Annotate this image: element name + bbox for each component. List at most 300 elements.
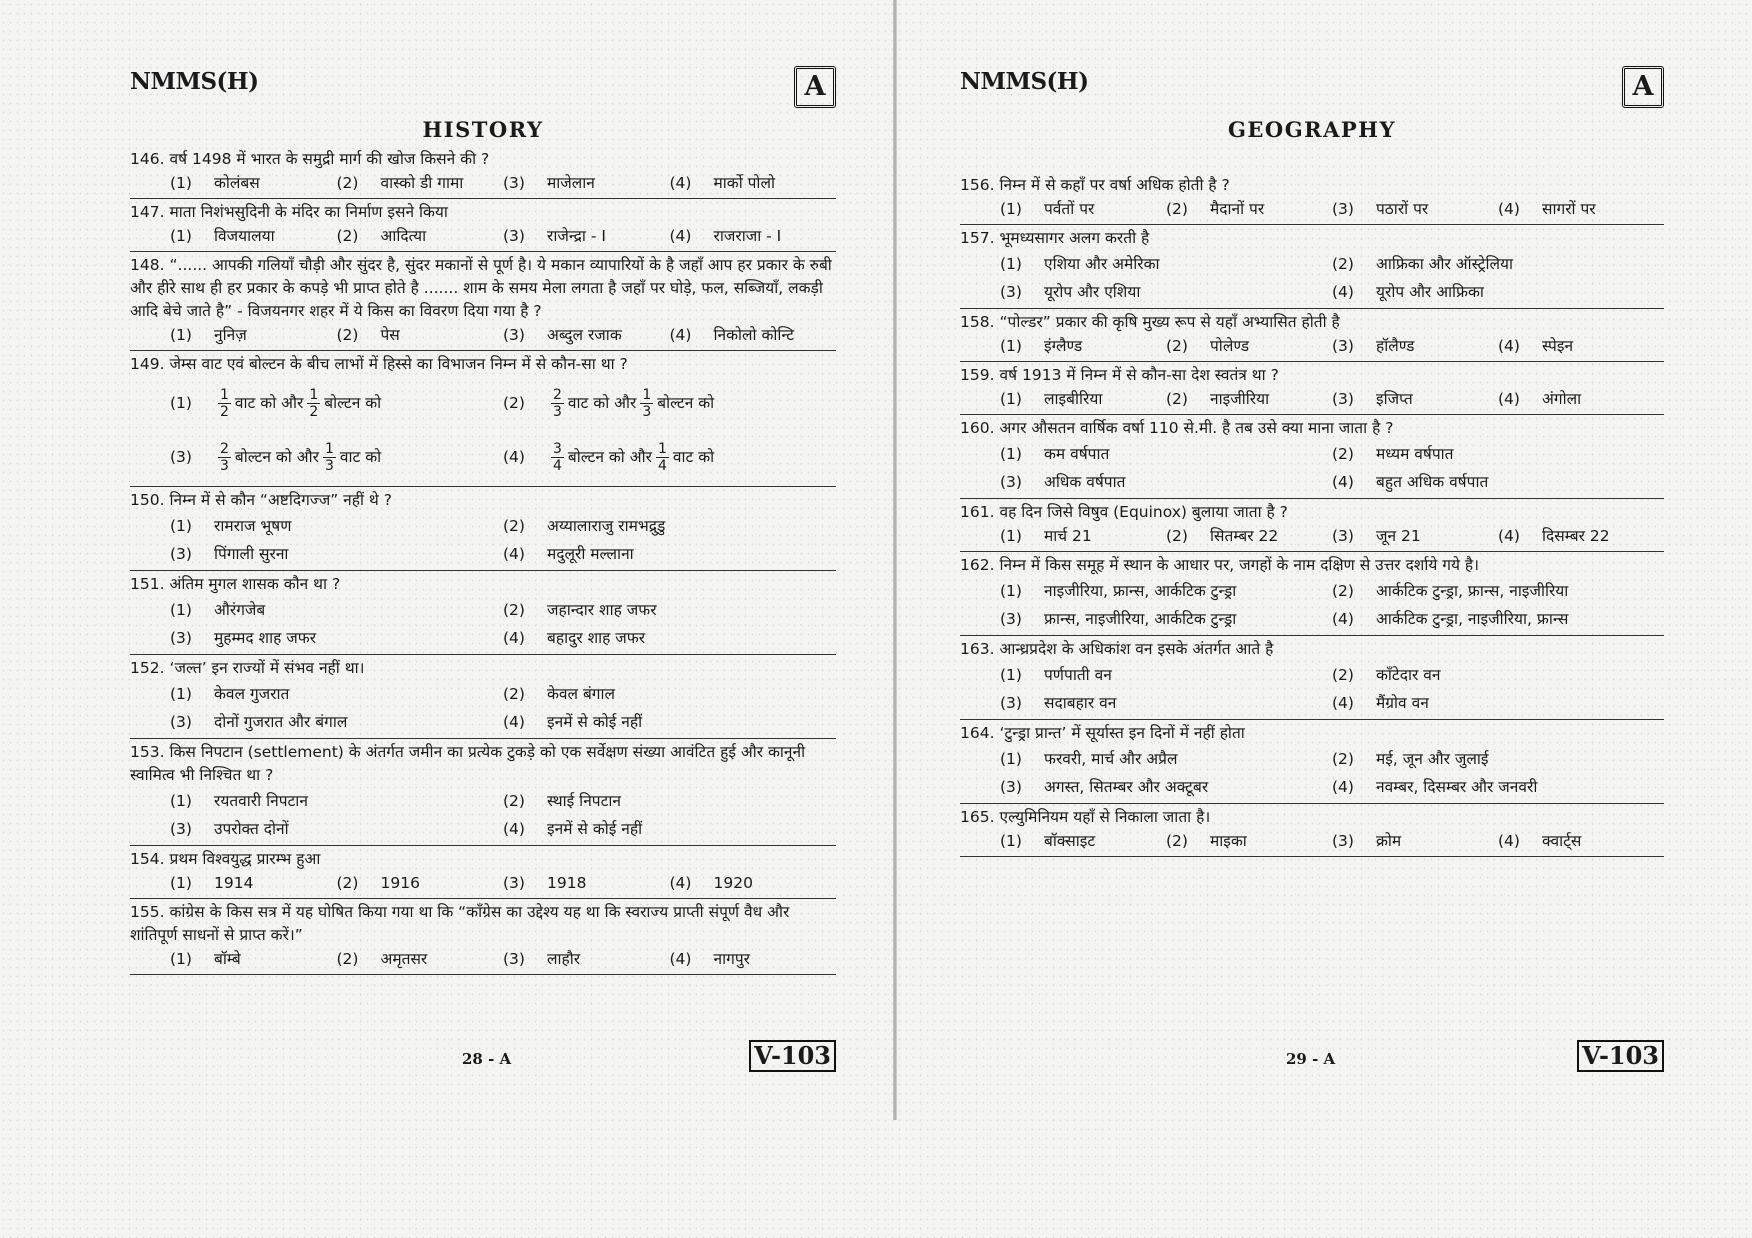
option <box>170 815 503 843</box>
option-number: (4) <box>669 174 692 192</box>
fraction-denominator: 3 <box>553 404 562 420</box>
option-text: आफ्रिका और ऑस्ट्रेलिया <box>1376 255 1514 273</box>
option-number: (1) <box>170 326 192 344</box>
option-text: फ्रान्स, नाइजीरिया, आर्कटिक टुन्ड्रा <box>1044 610 1237 628</box>
question-number: 156. <box>960 176 995 194</box>
fraction <box>656 441 669 474</box>
question-text <box>960 174 1664 197</box>
option-number: (1) <box>170 227 192 245</box>
option <box>337 224 504 249</box>
option <box>1332 829 1498 854</box>
option-text: अब्दुल रजाक <box>547 326 622 344</box>
option-text: मध्यम वर्षपात <box>1376 445 1454 463</box>
question-text <box>960 227 1664 250</box>
page-footer <box>130 1040 836 1072</box>
fraction-denominator: 3 <box>642 404 652 420</box>
option <box>503 430 836 484</box>
question-number: 164. <box>960 724 995 742</box>
option-row <box>960 387 1664 412</box>
option-text: यूरोप और आफ्रिका <box>1376 283 1484 301</box>
question-item <box>960 720 1664 804</box>
option <box>503 680 836 708</box>
option <box>1498 197 1664 222</box>
option <box>337 947 504 972</box>
subject-title: GEOGRAPHY <box>1227 117 1397 142</box>
option <box>170 224 337 249</box>
fraction-numerator: 1 <box>309 387 319 403</box>
option-number: (1) <box>170 874 192 892</box>
question-item <box>960 225 1664 309</box>
option-number: (2) <box>1166 527 1188 545</box>
option <box>1332 334 1498 359</box>
option-number: (1) <box>1000 666 1022 684</box>
option <box>170 680 503 708</box>
option-text: इनमें से कोई नहीं <box>547 820 643 838</box>
option-row <box>960 524 1664 549</box>
question-text <box>960 364 1664 387</box>
question-item <box>130 252 836 351</box>
option <box>1498 829 1664 854</box>
set-letter-box: A <box>1622 66 1664 108</box>
question-text <box>130 848 836 871</box>
question-number: 146. <box>130 150 165 168</box>
fraction-denominator: 4 <box>657 458 667 474</box>
option-number: (1) <box>1000 527 1022 545</box>
question-text <box>130 901 836 947</box>
option-text: बोल्टन को <box>657 394 715 412</box>
option <box>1000 440 1332 468</box>
option-text: स्थाई निपटान <box>547 792 622 810</box>
exam-code: NMMS(H) <box>960 68 1089 95</box>
option-text: निकोलो कोन्टि <box>713 326 795 344</box>
question-number: 155. <box>130 903 165 921</box>
option-text: मार्को पोलो <box>713 174 775 192</box>
option-text: पर्णपाती वन <box>1044 666 1112 684</box>
option-number: (4) <box>1332 778 1354 796</box>
option <box>170 871 337 896</box>
question-number: 158. <box>960 313 995 331</box>
option-text: पेस <box>380 326 400 344</box>
option <box>1000 773 1332 801</box>
option-number: (4) <box>503 448 525 466</box>
option-text: दोनों गुजरात और बंगाल <box>214 713 348 731</box>
question-item <box>960 415 1664 499</box>
option-text: इजिप्त <box>1376 390 1413 408</box>
option-number: (4) <box>1498 337 1520 355</box>
option-number: (2) <box>336 227 359 245</box>
question-text <box>130 657 836 680</box>
option-text: आर्कटिक टुन्ड्रा, फ्रान्स, नाइजीरिया <box>1376 582 1569 600</box>
question-item <box>960 172 1664 225</box>
option <box>503 947 670 972</box>
option-text: नुनिज़ <box>214 326 247 344</box>
option <box>1166 197 1332 222</box>
option-text: माइका <box>1210 832 1247 850</box>
option <box>1332 250 1664 278</box>
option-text: रामराज भूषण <box>214 517 292 535</box>
option <box>337 871 504 896</box>
option <box>1332 440 1664 468</box>
option <box>1000 197 1166 222</box>
option <box>503 815 836 843</box>
option-text: स्पेइन <box>1542 337 1574 355</box>
page-number: 29 - A <box>1286 1050 1336 1068</box>
question-number: 148. <box>130 256 165 274</box>
option-text: बोल्टन को और <box>234 448 319 466</box>
book-spine <box>893 0 897 1120</box>
option-number: (2) <box>1166 832 1188 850</box>
option-text: अधिक वर्षपात <box>1044 473 1126 491</box>
question-stem: वर्ष 1498 में भारत के समुद्री मार्ग की खोज किसने की ? <box>169 150 490 168</box>
question-text <box>960 638 1664 661</box>
question-text <box>960 722 1664 745</box>
option-text: नाइजीरिया <box>1210 390 1270 408</box>
page-number: 28 - A <box>462 1050 512 1068</box>
option-number: (3) <box>1000 610 1022 628</box>
booklet-code: V-103 <box>1577 1040 1664 1072</box>
fraction-numerator: 1 <box>220 387 229 403</box>
question-number: 157. <box>960 229 995 247</box>
option-number: (3) <box>170 545 192 563</box>
option-number: (2) <box>1332 666 1354 684</box>
question-item <box>130 351 836 487</box>
question-number: 163. <box>960 640 995 658</box>
question-item <box>960 636 1664 720</box>
fraction-denominator: 2 <box>220 404 229 420</box>
option-text: मई, जून और जुलाई <box>1376 750 1489 768</box>
option-number: (1) <box>1000 200 1022 218</box>
fraction-numerator: 3 <box>553 441 562 457</box>
option-grid <box>960 250 1664 306</box>
option <box>1498 524 1664 549</box>
fraction <box>218 441 231 474</box>
option-grid <box>960 577 1664 633</box>
option-number: (3) <box>1332 527 1354 545</box>
option <box>503 624 836 652</box>
subject-title: HISTORY <box>422 117 544 142</box>
option-number: (1) <box>170 685 192 703</box>
option-text: उपरोक्त दोनों <box>214 820 289 838</box>
fraction <box>323 441 336 474</box>
option <box>503 224 670 249</box>
question-number: 162. <box>960 556 995 574</box>
option <box>1000 689 1332 717</box>
option-text: दिसम्बर 22 <box>1542 527 1610 545</box>
option-text: फरवरी, मार्च और अप्रैल <box>1044 750 1178 768</box>
option-text: बॉम्बे <box>214 950 241 968</box>
option-text: मैदानों पर <box>1210 200 1265 218</box>
question-item <box>130 199 836 252</box>
option-number: (1) <box>1000 390 1022 408</box>
question-stem: ‘जल्त’ इन राज्यों में संभव नहीं था। <box>169 659 365 677</box>
option-text: अगस्त, सितम्बर और अक्टूबर <box>1044 778 1209 796</box>
option-number: (3) <box>1000 283 1022 301</box>
option-text: आदित्या <box>380 227 427 245</box>
option-text: मदुलूरी मल्लाना <box>547 545 634 563</box>
option-number: (3) <box>1332 337 1354 355</box>
option-text: 1918 <box>547 874 587 892</box>
option-number: (3) <box>1000 473 1022 491</box>
option-number: (3) <box>503 874 525 892</box>
option-number: (4) <box>669 874 692 892</box>
fraction <box>551 441 564 474</box>
option-text: आर्कटिक टुन्ड्रा, नाइजीरिया, फ्रान्स <box>1376 610 1569 628</box>
option-number: (4) <box>1332 610 1354 628</box>
option <box>1332 468 1664 496</box>
page-right <box>960 0 1664 1110</box>
option <box>1000 577 1332 605</box>
option-text: एशिया और अमेरिका <box>1044 255 1160 273</box>
option-number: (2) <box>1166 337 1188 355</box>
question-text <box>960 806 1664 829</box>
option-text: विजयालया <box>214 227 275 245</box>
option <box>170 947 337 972</box>
fraction-numerator: 1 <box>642 387 652 403</box>
set-letter-box: A <box>794 66 836 108</box>
option-text: वाट को और <box>234 394 304 412</box>
option <box>1332 577 1664 605</box>
option-number: (3) <box>503 227 525 245</box>
question-list <box>130 146 836 975</box>
option-text: मैंग्रोव वन <box>1376 694 1429 712</box>
option-text: जहान्दार शाह जफर <box>547 601 657 619</box>
option-number: (1) <box>170 517 192 535</box>
option-number: (2) <box>503 601 525 619</box>
question-stem: किस निपटान (settlement) के अंतर्गत जमीन का प्रत्येक टुकड़े को एक सर्वेक्षण संख्या आवंटित हुई और कानूनी स्वामित्व भी निश्चित था ? <box>130 743 806 784</box>
option-number: (4) <box>1498 832 1520 850</box>
question-text <box>130 573 836 596</box>
question-number: 150. <box>130 491 165 509</box>
option <box>1332 773 1664 801</box>
option <box>170 323 337 348</box>
option <box>1000 278 1332 306</box>
option <box>1332 197 1498 222</box>
option-number: (3) <box>170 713 192 731</box>
option <box>1000 829 1166 854</box>
option-text: सितम्बर 22 <box>1210 527 1279 545</box>
option-text: केवल गुजरात <box>214 685 290 703</box>
question-text <box>130 741 836 787</box>
question-number: 160. <box>960 419 995 437</box>
fraction-denominator: 4 <box>553 458 562 474</box>
option-number: (2) <box>336 874 359 892</box>
option <box>337 171 504 196</box>
option-number: (1) <box>1000 255 1022 273</box>
option-text: नागपुर <box>713 950 750 968</box>
question-text <box>130 489 836 512</box>
question-text <box>960 417 1664 440</box>
option-text: नवम्बर, दिसम्बर और जनवरी <box>1376 778 1538 796</box>
option-number: (1) <box>1000 832 1022 850</box>
option-text: केवल बंगाल <box>547 685 616 703</box>
page-header <box>130 66 836 110</box>
option-number: (1) <box>170 792 192 810</box>
option-grid <box>130 596 836 652</box>
option-text: हॉलैण्ड <box>1376 337 1415 355</box>
fraction-numerator: 2 <box>553 387 562 403</box>
option-number: (3) <box>1332 832 1354 850</box>
option <box>170 787 503 815</box>
option <box>1000 524 1166 549</box>
question-stem: अगर औसतन वार्षिक वर्षा 110 से.मी. है तब उसे क्या माना जाता है ? <box>999 419 1394 437</box>
question-item <box>960 309 1664 362</box>
option-text: काँटेदार वन <box>1376 666 1441 684</box>
option <box>1332 745 1664 773</box>
question-item <box>960 499 1664 552</box>
option-number: (3) <box>170 820 192 838</box>
option-text: 1914 <box>214 874 254 892</box>
option <box>170 430 503 484</box>
option <box>1000 605 1332 633</box>
question-item <box>130 899 836 975</box>
option <box>503 323 670 348</box>
option-text: क्वार्ट्स <box>1542 832 1582 850</box>
question-stem: अंतिम मुगल शासक कौन था ? <box>169 575 341 593</box>
option-text: पर्वतों पर <box>1044 200 1095 218</box>
option-text: सागरों पर <box>1542 200 1596 218</box>
option-number: (1) <box>1000 582 1022 600</box>
option-text: कोलंबस <box>214 174 260 192</box>
option-text: वास्को डी गामा <box>380 174 464 192</box>
question-text <box>130 254 836 323</box>
question-item <box>960 552 1664 636</box>
question-number: 152. <box>130 659 165 677</box>
option <box>503 871 670 896</box>
question-stem: भूमध्यसागर अलग करती है <box>999 229 1150 247</box>
option <box>670 323 837 348</box>
question-item <box>130 739 836 846</box>
option <box>1000 250 1332 278</box>
option-text: क्रोम <box>1376 832 1402 850</box>
fraction <box>640 387 653 420</box>
option-number: (1) <box>170 601 192 619</box>
option <box>1000 387 1166 412</box>
page-footer <box>960 1040 1664 1072</box>
option-text: मुहम्मद शाह जफर <box>214 629 317 647</box>
option-text: बॉक्साइट <box>1044 832 1096 850</box>
option-text: वाट को <box>672 448 715 466</box>
question-stem: माता निशंभसुदिनी के मंदिर का निर्माण इसने किया <box>169 203 448 221</box>
option <box>503 171 670 196</box>
option-number: (4) <box>503 820 525 838</box>
option-number: (2) <box>1332 255 1354 273</box>
question-text <box>960 501 1664 524</box>
question-stem: प्रथम विश्वयुद्ध प्रारम्भ हुआ <box>169 850 321 868</box>
option-number: (1) <box>170 394 192 412</box>
option-grid <box>130 512 836 568</box>
option-number: (4) <box>503 713 525 731</box>
option <box>670 947 837 972</box>
question-item <box>130 655 836 739</box>
question-number: 147. <box>130 203 165 221</box>
option <box>503 376 836 430</box>
option-number: (2) <box>503 792 525 810</box>
option-text: कम वर्षपात <box>1044 445 1110 463</box>
question-stem: वह दिन जिसे विषुव (Equinox) बुलाया जाता है ? <box>999 503 1288 521</box>
fraction-denominator: 2 <box>309 404 319 420</box>
option <box>1166 829 1332 854</box>
question-number: 153. <box>130 743 165 761</box>
option <box>670 224 837 249</box>
question-stem: निम्न में से कौन “अष्टदिगज्ज” नहीं थे ? <box>169 491 392 509</box>
option-number: (1) <box>170 950 192 968</box>
option <box>1000 745 1332 773</box>
option-number: (2) <box>503 394 525 412</box>
option-text: वाट को <box>339 448 382 466</box>
option <box>1332 605 1664 633</box>
question-number: 159. <box>960 366 995 384</box>
question-number: 161. <box>960 503 995 521</box>
question-stem: “...... आपकी गलियाँ चौड़ी और सुंदर है, सुंदर मकानों से पूर्ण है। ये मकान व्यापारियों के है जहाँ आप हर प्रकार के रुबी और हीरे साथ ही हर प्रकार के कपड़े भी प्राप्त होते है ....... शाम के समय मेला लगता है जहाँ पर घोड़े, फल, सब्जियाँ, लकड़ी आदि बेचे जाते है” - विजयनगर शहर में ये किस का विवरण दिया गया है ? <box>130 256 832 320</box>
option-number: (3) <box>1332 390 1354 408</box>
option-number: (3) <box>1332 200 1354 218</box>
fraction-numerator: 1 <box>657 441 667 457</box>
question-text <box>130 201 836 224</box>
question-number: 154. <box>130 850 165 868</box>
option <box>1166 524 1332 549</box>
option <box>170 596 503 624</box>
option-grid <box>960 661 1664 717</box>
option-grid <box>130 787 836 843</box>
option-text: सदाबहार वन <box>1044 694 1117 712</box>
option <box>1000 468 1332 496</box>
option <box>1166 334 1332 359</box>
option-number: (1) <box>1000 445 1022 463</box>
question-text <box>130 148 836 171</box>
option-text: अंगोला <box>1542 390 1582 408</box>
option-number: (3) <box>170 448 192 466</box>
option-row <box>130 224 836 249</box>
option-text: बोल्टन को और <box>567 448 652 466</box>
option-text: बहादुर शाह जफर <box>547 629 646 647</box>
question-stem: निम्न में से कहाँ पर वर्षा अधिक होती है ? <box>999 176 1230 194</box>
question-text <box>130 353 836 376</box>
option-number: (4) <box>1332 473 1354 491</box>
question-stem: आन्ध्रप्रदेश के अधिकांश वन इसके अंतर्गत आते है <box>999 640 1274 658</box>
option-number: (2) <box>336 950 359 968</box>
fraction <box>218 387 231 420</box>
exam-code: NMMS(H) <box>130 68 259 95</box>
option-number: (2) <box>1166 200 1188 218</box>
question-item <box>130 571 836 655</box>
option <box>1166 387 1332 412</box>
question-stem: “पोल्डर” प्रकार की कृषि मुख्य रूप से यहाँ अभ्यासित होती है <box>999 313 1340 331</box>
option <box>170 512 503 540</box>
option-number: (4) <box>1498 200 1520 218</box>
question-stem: ‘टुन्ड्रा प्रान्त’ में सूर्यास्त इन दिनों में नहीं होता <box>999 724 1245 742</box>
question-number: 149. <box>130 355 165 373</box>
option-text: राजेन्द्रा - I <box>547 227 606 245</box>
option-text: इंग्लैण्ड <box>1044 337 1083 355</box>
option-row <box>960 829 1664 854</box>
question-item <box>130 846 836 899</box>
option <box>670 171 837 196</box>
question-stem: जेम्स वाट एवं बोल्टन के बीच लाभों में हिस्से का विभाजन निम्न में से कौन-सा था ? <box>169 355 628 373</box>
option <box>1332 524 1498 549</box>
option-row <box>960 197 1664 222</box>
question-stem: निम्न में किस समूह में स्थान के आधार पर, जगहों के नाम दक्षिण से उत्तर दर्शाये गये है। <box>999 556 1480 574</box>
option <box>670 871 837 896</box>
option-number: (3) <box>1000 778 1022 796</box>
fraction-option-grid <box>130 376 836 484</box>
option-text: रयतवारी निपटान <box>214 792 308 810</box>
option-text: यूरोप और एशिया <box>1044 283 1141 301</box>
fraction <box>307 387 320 420</box>
option <box>170 171 337 196</box>
fraction-numerator: 1 <box>324 441 334 457</box>
option <box>503 596 836 624</box>
question-number: 165. <box>960 808 995 826</box>
